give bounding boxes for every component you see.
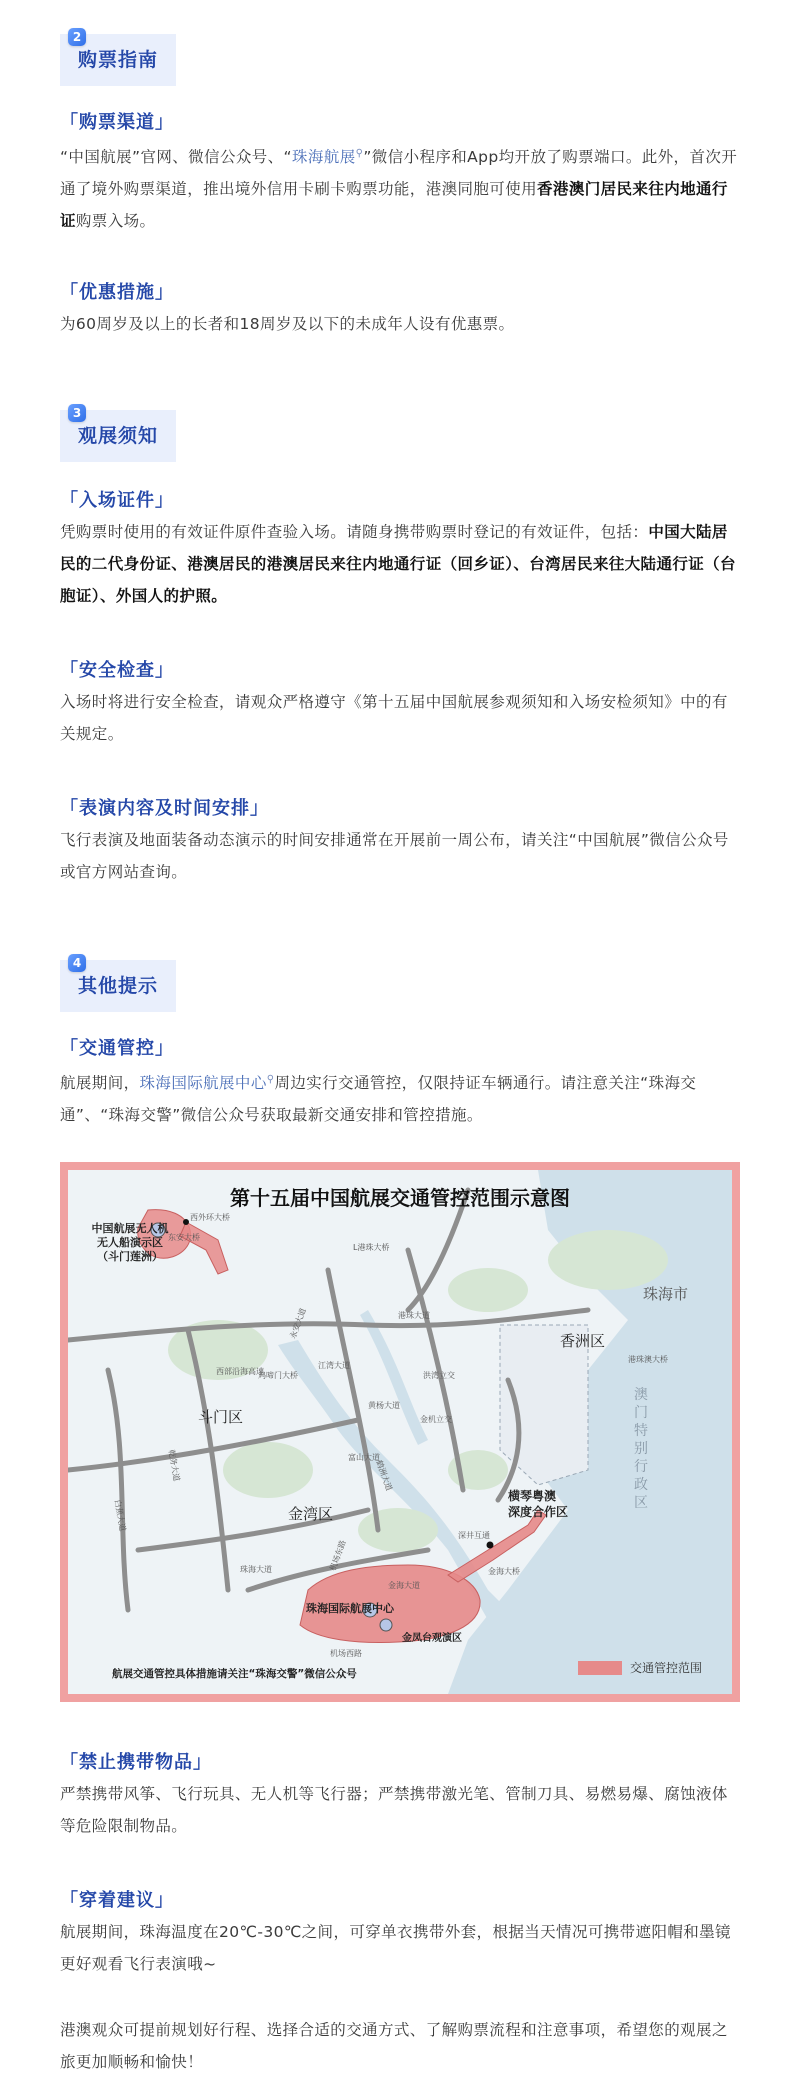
map-title: 第十五届中国航展交通管控范围示意图 (230, 1186, 570, 1210)
label-airshow-center: 珠海国际航展中心 (306, 1602, 394, 1615)
paragraph-traffic (60, 1064, 740, 1131)
paragraph-closing: 港澳观众可提前规划好行程、选择合适的交通方式、了解购票流程和注意事项，希望您的观展之旅更加顺畅和愉快！ (60, 2021, 728, 2071)
subheading-traffic: 「交通管控」 (60, 1038, 174, 1059)
label-shenjing: 深井互通 (458, 1531, 490, 1540)
label-l-bridge: L港珠大桥 (353, 1243, 390, 1252)
subheading-dress: 「穿着建议」 (60, 1890, 174, 1911)
section-title: 其他提示 (77, 975, 158, 997)
road-label: 富山大道 (348, 1453, 380, 1462)
label-airport-road: 机场西路 (330, 1649, 362, 1658)
road-label: 黄杨大道 (368, 1401, 400, 1410)
paragraph-id-docs (60, 516, 740, 612)
traffic-control-map (60, 1162, 740, 1702)
section-number-badge: 2 (68, 28, 86, 46)
hill-area (548, 1230, 668, 1290)
text-segment: 购票入场。 (75, 212, 156, 231)
text-segment: 周边实行交通管控，仅限持证车辆通行。请注意关注“珠海交通”、“珠海交警”微信公众号获取最新交通安排和管控措施。 (60, 1074, 697, 1125)
paragraph-security: 入场时将进行安全检查，请观众严格遵守《第十五届中国航展参观须知和入场安检须知》中的有关规定。 (60, 693, 728, 743)
section-title: 观展须知 (77, 425, 158, 447)
legend-swatch (578, 1661, 622, 1675)
section-header-tips (60, 956, 176, 1012)
road-label: 珠海大道 (240, 1565, 272, 1574)
paragraph-schedule: 飞行表演及地面装备动态演示的时间安排通常在开展前一周公布，请关注“中国航展”微信公众号或官方网站查询。 (60, 831, 729, 881)
paragraph-prohibited: 严禁携带风筝、飞行玩具、无人机等飞行器；严禁携带激光笔、管制刀具、易燃易爆、腐蚀液体等危险限制物品。 (60, 1785, 728, 1835)
link-airshow-center[interactable]: 珠海国际航展中心 (139, 1074, 267, 1093)
point-jinfeng (380, 1619, 392, 1631)
section-header-notice (60, 406, 176, 462)
subheading-prohibited: 「禁止携带物品」 (60, 1752, 212, 1773)
control-zone-drone-strip (180, 1222, 228, 1274)
search-icon: ⚲ (266, 1074, 275, 1085)
hill-area (448, 1268, 528, 1312)
road-label: 白蕉大道 (112, 1498, 128, 1533)
label-zhuhai-city: 珠海市 (643, 1285, 689, 1303)
road-label: 鹤洲大道 (374, 1458, 394, 1493)
label-jinfeng: 金凤台观演区 (402, 1633, 462, 1644)
legend-label: 交通管控范围 (630, 1661, 703, 1675)
map-canvas (68, 1170, 732, 1694)
label-xiangzhou: 香洲区 (560, 1332, 606, 1350)
label-jinhai-bridge: 金海大桥 (488, 1567, 520, 1576)
text-segment: 航展期间， (60, 1074, 140, 1093)
label-dongan-bridge: 东安大桥 (168, 1233, 200, 1242)
hill-area (223, 1442, 313, 1498)
bold-text: 香港澳门居民来往内地通行证 (60, 180, 728, 231)
label-jinwan: 金湾区 (288, 1505, 334, 1523)
link-zhuhai-airshow[interactable]: 珠海航展 (292, 148, 356, 167)
label-xiwai-bridge: 西外环大桥 (190, 1213, 230, 1222)
paragraph-dress: 航展期间，珠海温度在20℃-30℃之间，可穿单衣携带外套，根据当天情况可携带遮阳帽和墨镜更好观看飞行表演哦~ (60, 1923, 731, 1973)
label-hengqin: 横琴粤澳 深度合作区 (508, 1489, 569, 1519)
label-hzm-bridge: 港珠澳大桥 (628, 1355, 668, 1364)
road-label: 港珠大道 (398, 1311, 430, 1320)
point-shenjing (487, 1542, 494, 1549)
section-title: 购票指南 (77, 49, 158, 71)
road-label: 鸡啼门大桥 (258, 1371, 298, 1380)
subheading-id-docs: 「入场证件」 (60, 490, 174, 511)
text-segment: 凭购票时使用的有效证件原件查验入场。请随身携带购票时登记的有效证件，包括： (60, 523, 649, 541)
text-segment: ”微信小程序和App均开放了购票端口。此外，首次开通了境外购票渠道，推出境外信用卡刷卡购票功能，港澳同胞可使用 (60, 148, 738, 199)
map-notice: 航展交通管控具体措施请关注“珠海交警”微信公众号 (112, 1668, 357, 1680)
paragraph-ticket-channel (60, 138, 740, 237)
road-label: 江湾大道 (318, 1361, 350, 1370)
road-label: 金机立交 (420, 1415, 452, 1424)
search-icon: ⚲ (355, 148, 364, 159)
subheading-security: 「安全检查」 (60, 660, 174, 681)
section-header-ticket (60, 30, 176, 86)
subheading-discount: 「优惠措施」 (60, 282, 174, 303)
hill-area (358, 1508, 438, 1552)
section-number-badge: 4 (68, 954, 86, 972)
point-xiwai (183, 1219, 189, 1225)
section-number-badge: 3 (68, 404, 86, 422)
road-label: 西部沿海高速 (216, 1367, 264, 1376)
road-label: 洪湾立交 (423, 1371, 455, 1380)
label-macau: 澳门特别行政区 (634, 1387, 648, 1511)
road-label: 机场东路 (328, 1538, 348, 1573)
paragraph-discount: 为60周岁及以上的长者和18周岁及以下的未成年人设有优惠票。 (60, 315, 515, 333)
road-label: 永安大道 (288, 1306, 308, 1341)
road-label: 金海大道 (388, 1581, 420, 1590)
text-segment: “中国航展”官网、微信公众号、“ (60, 148, 292, 167)
label-drone-area: 中国航展无人机 无人船演示区 （斗门莲洲） (91, 1222, 169, 1263)
label-doumen: 斗门区 (198, 1408, 244, 1426)
subheading-schedule: 「表演内容及时间安排」 (60, 798, 269, 819)
subheading-ticket-channel: 「购票渠道」 (60, 112, 174, 133)
bold-text: 中国大陆居民的二代身份证、港澳居民的港澳居民来往内地通行证（回乡证）、台湾居民来往大陆通行证（台胞证）、外国人的护照。 (60, 523, 736, 605)
river-branch (360, 1310, 428, 1445)
road-label: 乾务大道 (166, 1448, 182, 1483)
